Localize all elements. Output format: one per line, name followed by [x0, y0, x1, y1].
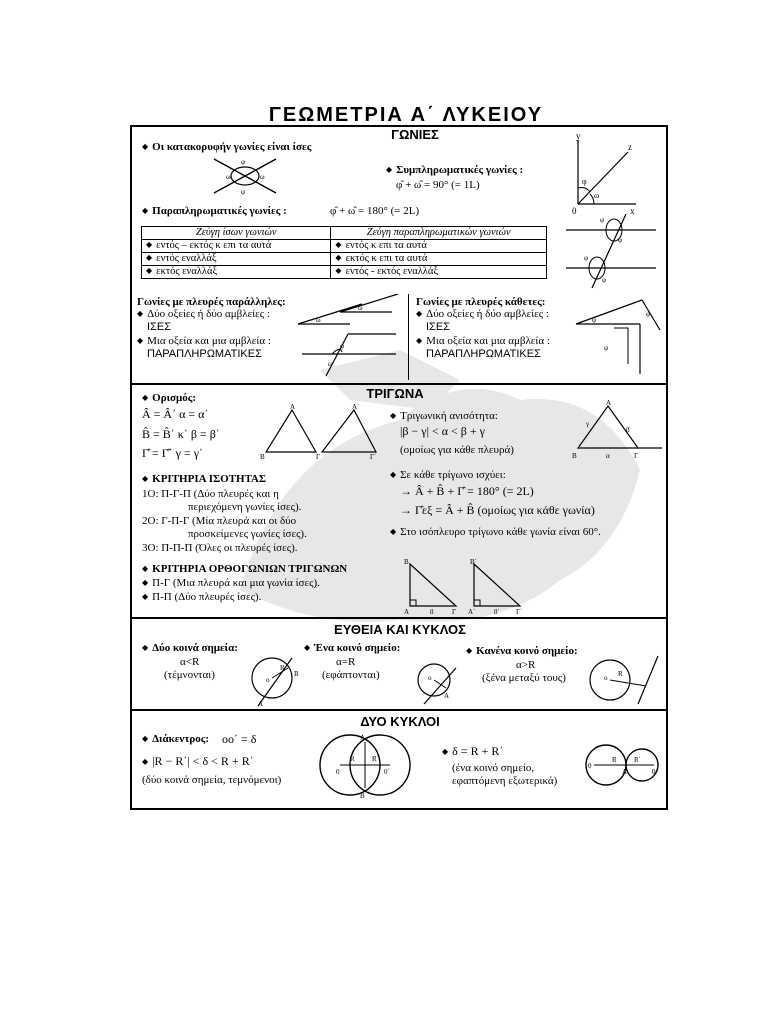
svg-text:φ: φ [241, 188, 246, 196]
svg-text:φ: φ [241, 158, 246, 166]
vertical-angles-figure [210, 155, 280, 197]
triangle-inequality-formula: |β − γ| < α < β + γ [400, 424, 485, 438]
svg-text:φ: φ [582, 177, 587, 186]
svg-text:Γ: Γ [316, 453, 321, 460]
congruence-criterion-2b: προσκείμενες γωνίες ίσες). [188, 528, 307, 540]
parallel-bullet-1: ◆ Δύο οξείες ή δύο αμβλείες : [137, 308, 270, 321]
svg-text:A: A [606, 399, 612, 407]
svg-text:A΄: A΄ [352, 404, 360, 411]
table-row [142, 253, 547, 266]
tangent-circles-formula: ◆ δ = R + R΄ [442, 745, 503, 759]
svg-text:ω: ω [328, 360, 333, 368]
line-circle-heading: ΕΥΘΕΙΑ ΚΑΙ ΚΥΚΛΟΣ [334, 622, 466, 637]
parallel-sides-figure [292, 294, 404, 378]
svg-text:0: 0 [588, 762, 592, 770]
congruence-criterion-1: 1Ο: Π-Γ-Π (Δύο πλευρές και η [142, 488, 279, 500]
svg-text:φ: φ [600, 216, 605, 224]
center-distance-label: ◆ Διάκεντρος: [142, 733, 209, 746]
one-common-point-label: ◆ Ένα κοινό σημείο: [304, 642, 400, 655]
svg-text:x: x [630, 206, 635, 216]
two-circles-heading: ΔΥΟ ΚΥΚΛΟΙ [360, 714, 440, 729]
angle-pairs-table [141, 226, 547, 279]
one-common-point-relation: α=R [336, 656, 356, 668]
no-common-point-note: (ξένα μεταξύ τους) [482, 672, 566, 684]
svg-text:0΄: 0΄ [384, 768, 390, 776]
svg-text:γ: γ [586, 420, 590, 428]
perpendicular-result-1: ΙΣΕΣ [426, 321, 450, 333]
svg-text:B: B [404, 558, 409, 566]
supplementary-label: ◆ Παραπληρωματικές γωνίες : [142, 205, 287, 218]
no-common-point-label: ◆ Κανένα κοινό σημείο: [466, 645, 578, 658]
svg-text:A΄: A΄ [468, 608, 476, 614]
svg-text:B΄: B΄ [470, 558, 477, 566]
table-row [142, 266, 547, 279]
svg-text:A: A [404, 608, 410, 614]
svg-text:o: o [604, 674, 608, 682]
section-divider [130, 709, 668, 711]
perpendicular-bullet-1: ◆ Δύο οξείες ή δύο αμβλείες : [416, 308, 549, 321]
perpendicular-result-2: ΠΑΡΑΠΛΗΡΩΜΑΤΙΚΕΣ [426, 348, 541, 360]
svg-text:ω: ω [358, 304, 363, 312]
svg-text:A: A [444, 692, 450, 700]
triangle-inequality-label: ◆ Τριγωνική ανισότητα: [390, 410, 498, 423]
table-header: Ζεύγη ίσων γωνιών [142, 227, 331, 240]
right-criterion-1: ◆ Π-Γ (Μια πλευρά και μια γωνία ίσες). [142, 577, 320, 590]
section-divider [130, 617, 668, 619]
svg-text:Γ: Γ [634, 452, 639, 460]
table-row [142, 240, 547, 253]
parallel-bullet-2: ◆ Μια οξεία και μια αμβλεία : [137, 335, 271, 348]
tangent-circles-figure [584, 738, 664, 792]
table-cell: ◆ εντός εναλλάξ [142, 253, 331, 266]
svg-text:0: 0 [336, 768, 340, 776]
parallel-lines-transversal-figure [562, 212, 658, 290]
svg-text:R: R [350, 755, 355, 763]
two-common-points-label: ◆ Δύο κοινά σημεία: [142, 642, 238, 655]
svg-text:ω: ω [226, 173, 231, 181]
congruence-criterion-1b: περιεχόμενη γωνίες ίσες). [188, 501, 302, 513]
complementary-axes-figure [566, 134, 646, 216]
svg-text:φ: φ [646, 310, 651, 318]
table-cell: ◆ εκτός κ επι τα αυτά [331, 253, 547, 266]
svg-text:R: R [280, 664, 285, 672]
svg-text:R: R [612, 756, 617, 764]
svg-text:φ: φ [584, 254, 589, 262]
svg-text:z: z [628, 142, 632, 152]
svg-text:R΄: R΄ [372, 755, 379, 763]
svg-text:A: A [622, 768, 628, 776]
svg-text:β΄: β΄ [494, 608, 500, 614]
svg-text:A: A [290, 404, 296, 411]
parallel-result-2: ΠΑΡΑΠΛΗΡΩΜΑΤΙΚΕΣ [147, 348, 262, 360]
perpendicular-sides-heading: Γωνίες με πλευρές κάθετες: [416, 296, 546, 308]
svg-text:A: A [360, 734, 366, 742]
congruence-heading: ◆ ΚΡΙΤΗΡΙΑ ΙΣΟΤΗΤΑΣ [142, 473, 266, 486]
complementary-formula: φ̂ + ω̂ = 90° (= 1L) [396, 179, 480, 191]
exterior-angle-triangle-figure [568, 398, 664, 460]
svg-text:R΄: R΄ [634, 756, 641, 764]
secant-line-circle-figure [244, 650, 302, 708]
svg-text:β: β [626, 426, 630, 434]
intersecting-circles-formula: ◆ |R − R΄| < δ < R + R΄ [142, 755, 254, 769]
section-divider [130, 383, 668, 385]
svg-text:R: R [618, 670, 623, 678]
supplementary-formula: φ̂ + ω̂ = 180° (= 2L) [330, 205, 420, 217]
svg-text:φ: φ [340, 342, 345, 350]
svg-text:y: y [576, 134, 581, 141]
one-common-point-note: (εφάπτονται) [322, 669, 380, 681]
svg-text:o: o [266, 676, 270, 684]
definition-label: ◆ Ορισμός: [142, 392, 196, 405]
triangles-heading: ΤΡΙΓΩΝΑ [366, 386, 424, 401]
svg-text:Γ: Γ [452, 608, 457, 614]
svg-text:ω: ω [316, 316, 321, 324]
intersecting-circles-figure [312, 728, 418, 802]
right-triangle-criteria-heading: ◆ ΚΡΙΤΗΡΙΑ ΟΡΘΟΓΩΝΙΩΝ ΤΡΙΓΩΝΩΝ [142, 563, 347, 576]
table-cell: ◆ εντός - εκτός εναλλάξ [331, 266, 547, 279]
table-header: Ζεύγη παραπληρωματικών γωνιών [331, 227, 547, 240]
congruence-criterion-3: 3Ο: Π-Π-Π (Όλες οι πλευρές ίσες). [142, 542, 298, 554]
two-common-points-relation: α<R [180, 656, 200, 668]
parallel-sides-heading: Γωνίες με πλευρές παράλληλες: [137, 296, 286, 308]
no-common-point-relation: α>R [516, 659, 536, 671]
complementary-label: ◆ Συμπληρωματικές γωνίες : [386, 164, 523, 177]
definition-eq-2: B̂ = B̂΄ κ΄ β = β΄ [142, 427, 220, 441]
tangent-circles-note-1: (ένα κοινό σημείο, [452, 762, 535, 774]
angle-sum-formula: → Â + B̂ + Γ̂ = 180° (= 2L) [400, 484, 534, 498]
two-common-points-note: (τέμνονται) [164, 669, 215, 681]
page-title: ΓΕΩΜΕΤΡΙΑ Α΄ ΛΥΚΕΙΟΥ [268, 104, 544, 126]
intersecting-circles-note: (δύο κοινά σημεία, τεμνόμενοι) [142, 774, 282, 786]
svg-text:α: α [606, 452, 610, 460]
svg-text:B: B [260, 453, 265, 460]
table-cell: ◆ εντός κ επι τα αυτά [331, 240, 547, 253]
svg-text:φ: φ [604, 344, 609, 352]
table-cell: ◆ εντός – εκτός κ επι τα αυτά [142, 240, 331, 253]
external-line-circle-figure [588, 654, 662, 706]
svg-text:Γ΄: Γ΄ [370, 453, 377, 460]
congruent-triangles-figure [258, 404, 384, 460]
svg-text:B: B [572, 452, 577, 460]
perpendicular-sides-figure [570, 294, 664, 378]
congruence-criterion-2: 2Ο: Γ-Π-Γ (Μία πλευρά και οι δύο [142, 515, 297, 527]
svg-text:ω: ω [260, 173, 265, 181]
svg-text:0΄: 0΄ [652, 768, 658, 776]
svg-text:B: B [294, 670, 299, 678]
tangent-line-circle-figure [414, 658, 458, 708]
svg-text:β: β [430, 608, 434, 614]
definition-eq-3: Γ̂ = Γ̂΄ γ = γ΄ [142, 446, 204, 460]
right-criterion-2: ◆ Π-Π (Δύο πλευρές ίσες). [142, 591, 261, 604]
exterior-angle-formula: → Γ̂εξ = Â + B̂ (ομοίως για κάθε γωνία) [400, 503, 595, 517]
triangle-inequality-note: (ομοίως για κάθε πλευρά) [400, 444, 514, 456]
angle-sum-label: ◆ Σε κάθε τρίγωνο ισχύει: [390, 469, 506, 482]
vertical-angles-text: ◆ Οι κατακορυφήν γωνίες είναι ίσες [142, 141, 311, 154]
svg-text:φ: φ [602, 276, 607, 284]
svg-text:B: B [360, 792, 365, 800]
parallel-result-1: ΙΣΕΣ [147, 321, 171, 333]
svg-text:φ: φ [618, 236, 623, 244]
column-divider [408, 294, 409, 380]
angles-heading: ΓΩΝΙΕΣ [391, 127, 439, 142]
svg-text:0: 0 [572, 206, 577, 216]
table-cell: ◆ εκτός εναλλάξ [142, 266, 331, 279]
right-triangles-figure [400, 558, 530, 614]
perpendicular-bullet-2: ◆ Μια οξεία και μια αμβλεία : [416, 335, 550, 348]
svg-text:A: A [258, 700, 264, 708]
definition-eq-1: Â = Â΄ α = α΄ [142, 407, 209, 421]
tangent-circles-note-2: εφαπτόμενη εξωτερικά) [452, 775, 558, 787]
svg-text:ω: ω [594, 191, 600, 200]
center-distance-formula: οο΄ = δ [222, 732, 257, 746]
svg-text:o: o [428, 674, 432, 682]
equilateral-text: ◆ Στο ισόπλευρο τρίγωνο κάθε γωνία είναι 60°. [390, 526, 601, 539]
svg-text:Γ΄: Γ΄ [516, 608, 523, 614]
svg-text:φ: φ [592, 316, 597, 324]
